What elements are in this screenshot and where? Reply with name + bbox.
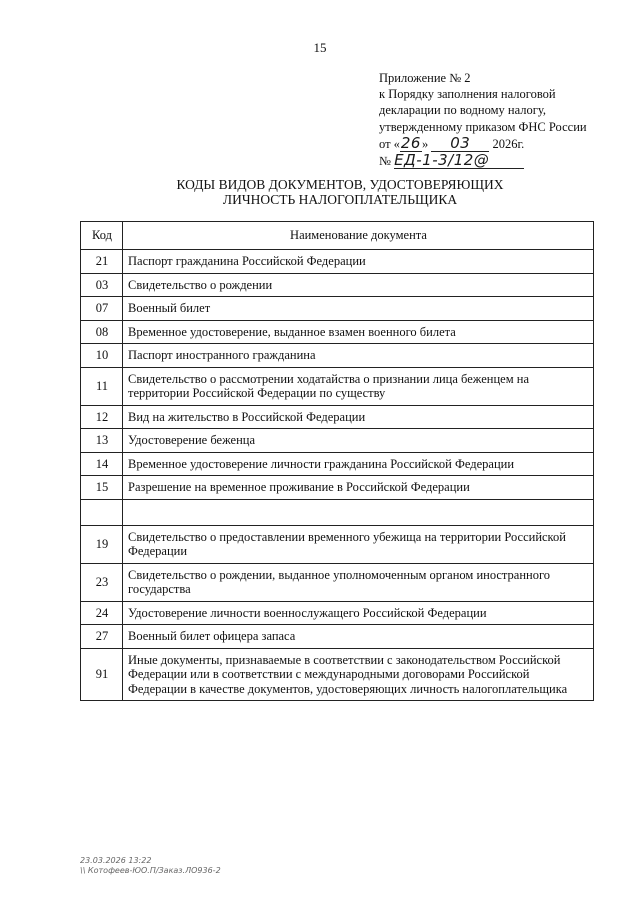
row-code: 24 — [81, 601, 123, 625]
row-code: 21 — [81, 250, 123, 274]
row-code — [81, 499, 123, 525]
appendix-line: Приложение № 2 — [379, 71, 471, 85]
appendix-line: декларации по водному налогу, — [379, 103, 546, 118]
title-line: КОДЫ ВИДОВ ДОКУМЕНТОВ, УДОСТОВЕРЯЮЩИХ — [176, 177, 504, 192]
date-prefix: от « — [379, 136, 400, 151]
row-name: Паспорт иностранного гражданина — [123, 344, 594, 368]
table-row — [81, 320, 594, 344]
header-code: Код — [81, 222, 123, 250]
date-day: 26 — [400, 133, 421, 152]
row-name: Временное удостоверение, выданное взамен военного билета — [123, 320, 594, 344]
table-row — [81, 648, 594, 701]
row-code: 14 — [81, 452, 123, 476]
row-name: Удостоверение личности военнослужащего Российской Федерации — [123, 601, 594, 625]
print-stamp — [80, 856, 221, 876]
row-name: Разрешение на временное проживание в Российской Федерации — [123, 476, 594, 500]
table-row — [81, 273, 594, 297]
row-name: Иные документы, признаваемые в соответствии с законодательством Российской Федерации или в соответствии с международными договорами Российской Федерации в качестве документов, удостоверяющих личность налогоплательщика — [123, 648, 594, 701]
row-name: Свидетельство о рождении — [123, 273, 594, 297]
row-name: Удостоверение беженца — [123, 429, 594, 453]
row-code: 19 — [81, 525, 123, 563]
row-code: 23 — [81, 563, 123, 601]
row-name: Свидетельство о рассмотрении ходатайства о признании лица беженцем на территории Российской Федерации по существу — [123, 367, 594, 405]
appendix-block — [379, 70, 619, 169]
number-prefix: № — [379, 154, 391, 169]
row-name: Свидетельство о предоставлении временного убежища на территории Российской Федерации — [123, 525, 594, 563]
row-code: 07 — [81, 297, 123, 321]
row-code: 11 — [81, 367, 123, 405]
date-month: 03 — [431, 135, 489, 152]
table-row — [81, 601, 594, 625]
appendix-number — [379, 152, 619, 169]
date-suffix: г. — [517, 136, 525, 151]
row-code: 10 — [81, 344, 123, 368]
row-code: 12 — [81, 405, 123, 429]
header-name: Наименование документа — [123, 222, 594, 250]
appendix-line: к Порядку заполнения налоговой — [379, 87, 556, 102]
table-row — [81, 297, 594, 321]
table-row — [81, 250, 594, 274]
row-name: Временное удостоверение личности гражданина Российской Федерации — [123, 452, 594, 476]
table-row — [81, 367, 594, 405]
page-number: 15 — [313, 40, 327, 55]
codes-table — [80, 221, 594, 701]
table-row — [81, 525, 594, 563]
row-name — [123, 499, 594, 525]
stamp-line: \\ Котофеев-ЮО.П/Заказ.ЛО936-2 — [80, 866, 221, 875]
document-title — [120, 177, 560, 207]
row-name: Военный билет — [123, 297, 594, 321]
appendix-line: утвержденному приказом ФНС России — [379, 119, 587, 134]
row-name: Паспорт гражданина Российской Федерации — [123, 250, 594, 274]
table-row-empty — [81, 499, 594, 525]
row-code: 13 — [81, 429, 123, 453]
date-mid: » — [421, 136, 429, 151]
date-year: 2026 — [492, 136, 518, 151]
stamp-line: 23.03.2026 13:22 — [80, 856, 152, 865]
row-name: Вид на жительство в Российской Федерации — [123, 405, 594, 429]
row-code: 08 — [81, 320, 123, 344]
table-row — [81, 344, 594, 368]
table-row — [81, 476, 594, 500]
row-name: Свидетельство о рождении, выданное уполномоченным органом иностранного государства — [123, 563, 594, 601]
row-code: 15 — [81, 476, 123, 500]
row-name: Военный билет офицера запаса — [123, 625, 594, 649]
table-row — [81, 563, 594, 601]
table-row — [81, 429, 594, 453]
row-code: 27 — [81, 625, 123, 649]
title-line: ЛИЧНОСТЬ НАЛОГОПЛАТЕЛЬЩИКА — [222, 192, 458, 207]
appendix-date — [379, 135, 619, 152]
table-row — [81, 405, 594, 429]
table-row — [81, 625, 594, 649]
order-number: ЕД-1-3/12@ — [394, 152, 524, 169]
table-row — [81, 452, 594, 476]
table-header-row — [81, 222, 594, 250]
row-code: 03 — [81, 273, 123, 297]
row-code: 91 — [81, 648, 123, 701]
